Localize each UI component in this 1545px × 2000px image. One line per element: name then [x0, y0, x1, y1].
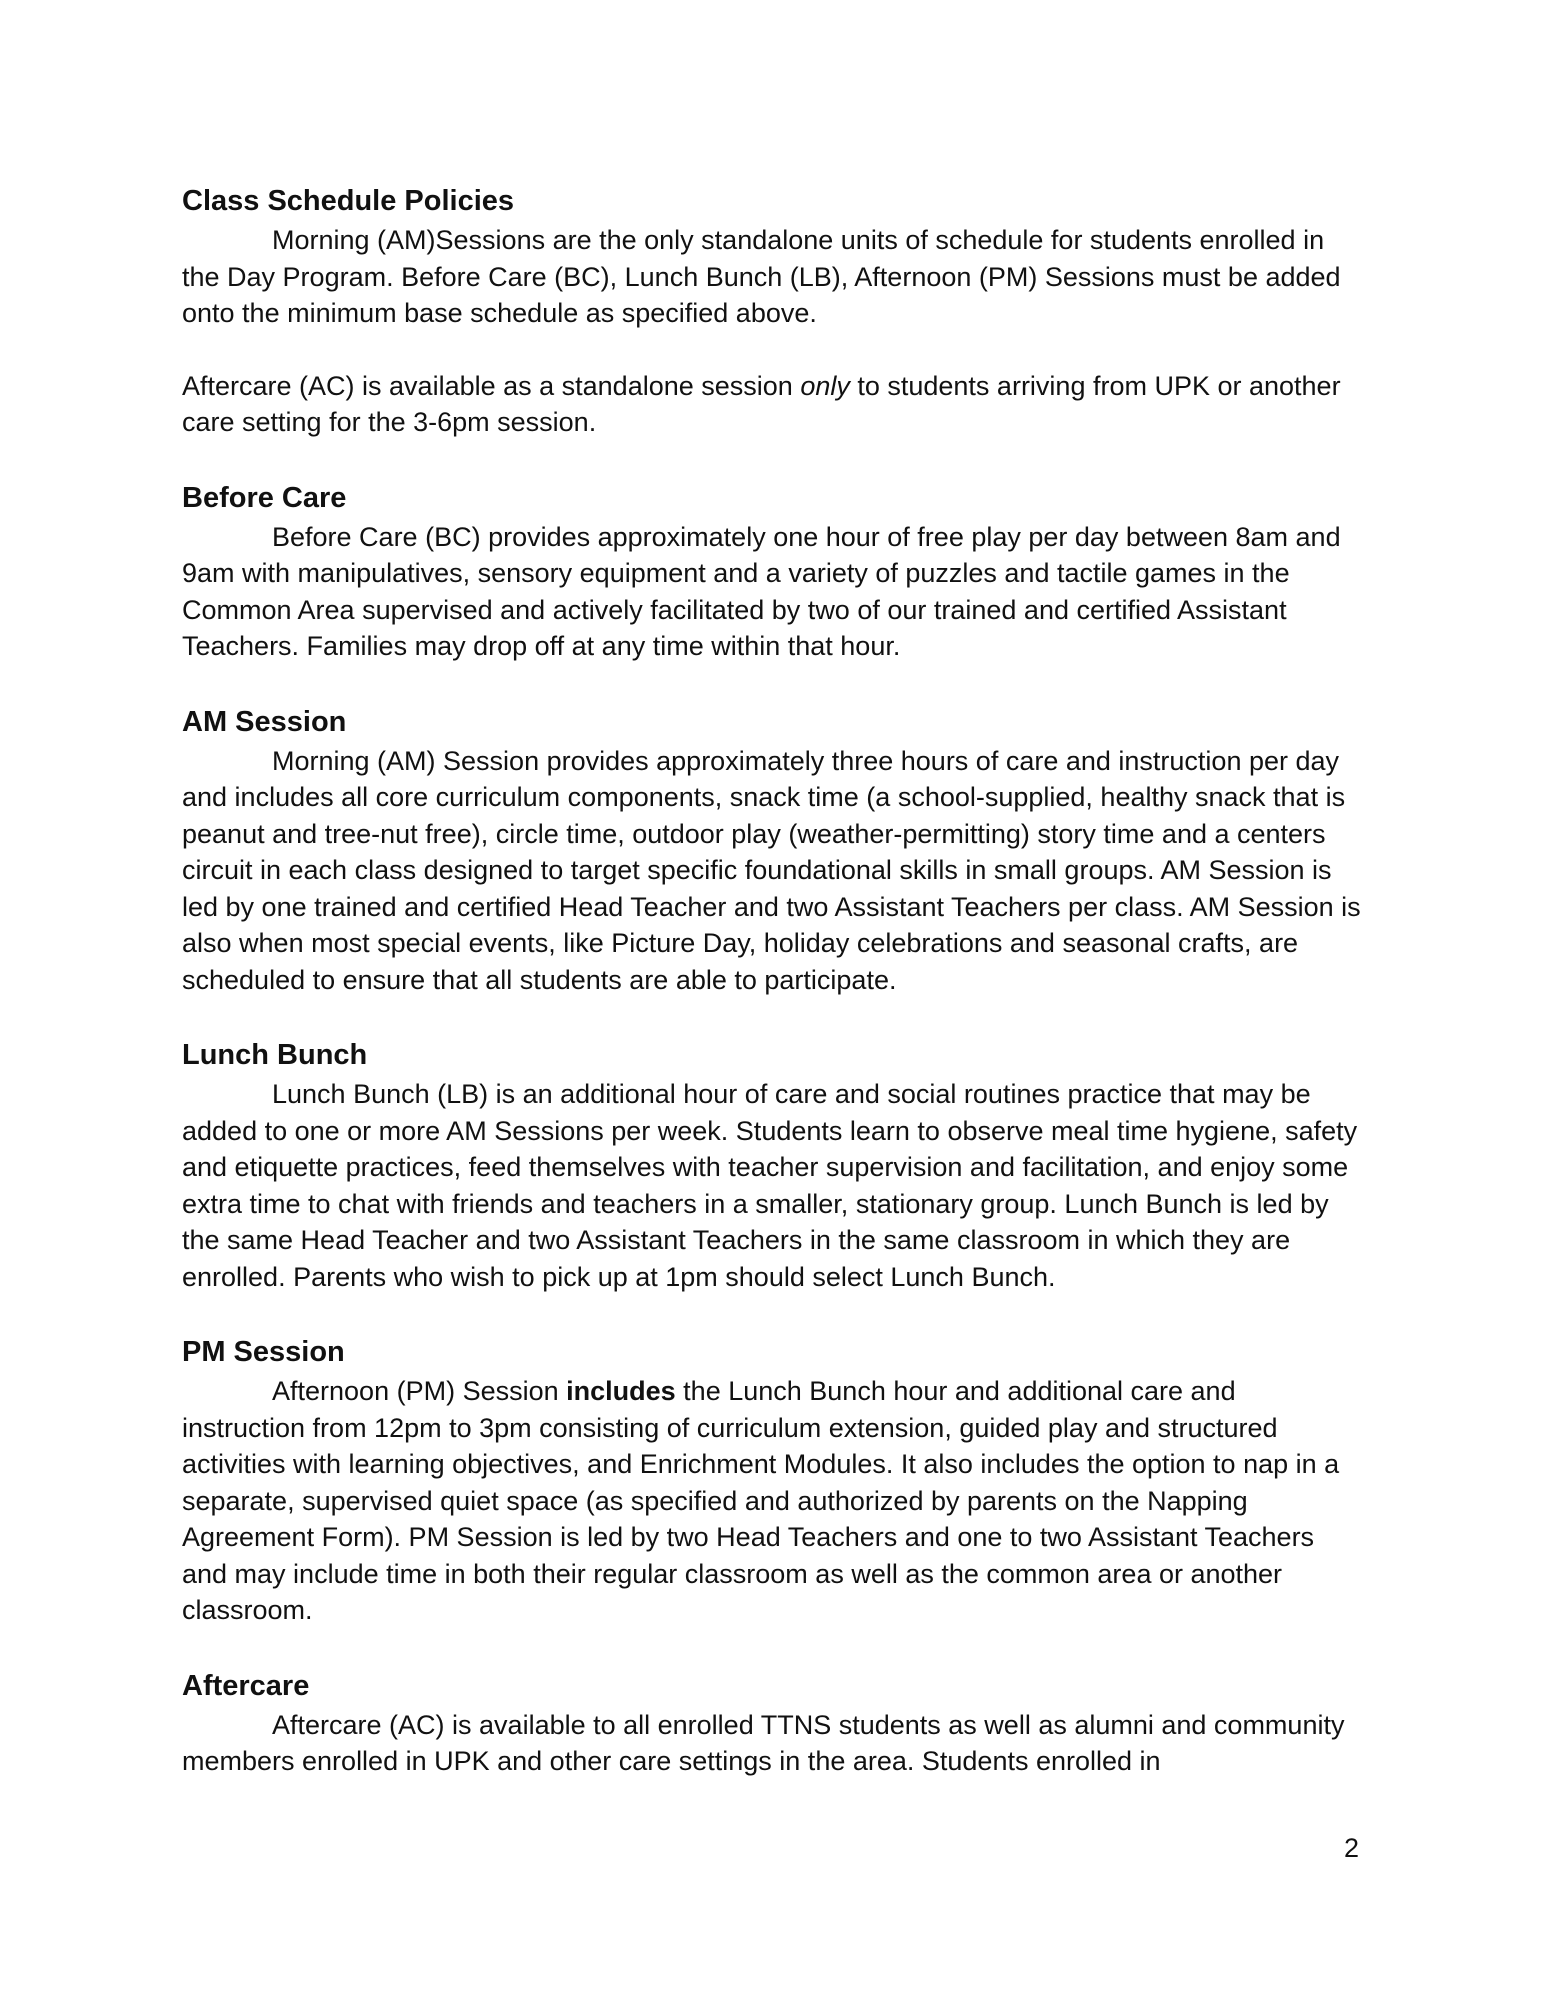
section-heading-aftercare: Aftercare: [182, 1669, 310, 1702]
pm-session-paragraph: [182, 1373, 1362, 1629]
paragraph-gap: [182, 998, 1362, 1034]
class-schedule-paragraph: Morning (AM)Sessions are the only standalone units of schedule for students enrolled in the Day Program. Before Care (BC), Lunch Bunch (LB), Afternoon (PM) Sessions must be added onto the minimum base schedule as specified above.: [182, 225, 1341, 328]
aftercare-paragraph: Aftercare (AC) is available to all enrolled TTNS students as well as alumni and community members enrolled in UPK and other care settings in the area. Students enrolled in: [182, 1709, 1345, 1776]
paragraph-gap: [182, 1295, 1362, 1331]
section-heading-before-care: Before Care: [182, 481, 347, 514]
paragraph-gap: [182, 332, 1362, 368]
aftercare-standalone-note: [182, 368, 1362, 441]
section-heading-pm-session: PM Session: [182, 1336, 345, 1368]
section-heading-lunch-bunch: Lunch Bunch: [182, 1039, 368, 1071]
before-care-paragraph: Before Care (BC) provides approximately one hour of free play per day between 8am and 9am with manipulatives, sensory equipment and a variety of puzzles and tactile games in the Common Area supervised and actively facilitated by two of our trained and certified Assistant Teachers. Families may drop off at any time within that hour.: [182, 521, 1341, 661]
am-session-paragraph: Morning (AM) Session provides approximately three hours of care and instruction per day and includes all core curriculum components, snack time (a school-supplied, healthy snack that is peanut and tree-nut free), circle time, outdoor play (weather-permitting) story time and a centers circuit in each class designed to target specific foundational skills in small groups. AM Session is led by one trained and certified Head Teacher and two Assistant Teachers per class. AM Session is also when most special events, like Picture Day, holiday celebrations and seasonal crafts, are scheduled to ensure that all students are able to participate.: [182, 745, 1361, 995]
aftercare-note-emphasis: only: [800, 370, 850, 401]
paragraph-gap: [182, 665, 1362, 701]
lunch-bunch-paragraph: Lunch Bunch (LB) is an additional hour of care and social routines practice that may be added to one or more AM Sessions per week. Students learn to observe meal time hygiene, safety and etiquette practices, feed themselves with teacher supervision and facilitation, and enjoy some extra time to chat with friends and teachers in a smaller, stationary group. Lunch Bunch is led by the same Head Teacher and two Assistant Teachers in the same classroom in which they are enrolled. Parents who wish to pick up at 1pm should select Lunch Bunch.: [182, 1079, 1358, 1292]
aftercare-note-text-after: to students arriving from UPK or another care setting for the 3-6pm session.: [182, 370, 1341, 437]
section-heading-class-schedule-policies: Class Schedule Policies: [182, 185, 515, 217]
paragraph-gap: [182, 1629, 1362, 1665]
pm-session-bold-includes: includes: [566, 1376, 676, 1406]
page-number: 2: [1343, 1833, 1359, 1863]
document-body: [182, 180, 1362, 1780]
aftercare-note-text-before: Aftercare (AC) is available as a standalone session: [182, 370, 801, 401]
paragraph-gap: [182, 441, 1362, 477]
pm-session-text-after: the Lunch Bunch hour and additional care and instruction from 12pm to 3pm consisting of curriculum extension, guided play and structured activities with learning objectives, and Enrichment Modules. It also includes the option to nap in a separate, supervised quiet space (as specified and authorized by parents on the Napping Agreement Form). PM Session is led by two Head Teachers and one to two Assistant Teachers and may include time in both their regular classroom as well as the common area or another classroom.: [182, 1376, 1340, 1625]
pm-session-text-before: Afternoon (PM) Session: [272, 1376, 567, 1406]
section-heading-am-session: AM Session: [182, 705, 347, 738]
